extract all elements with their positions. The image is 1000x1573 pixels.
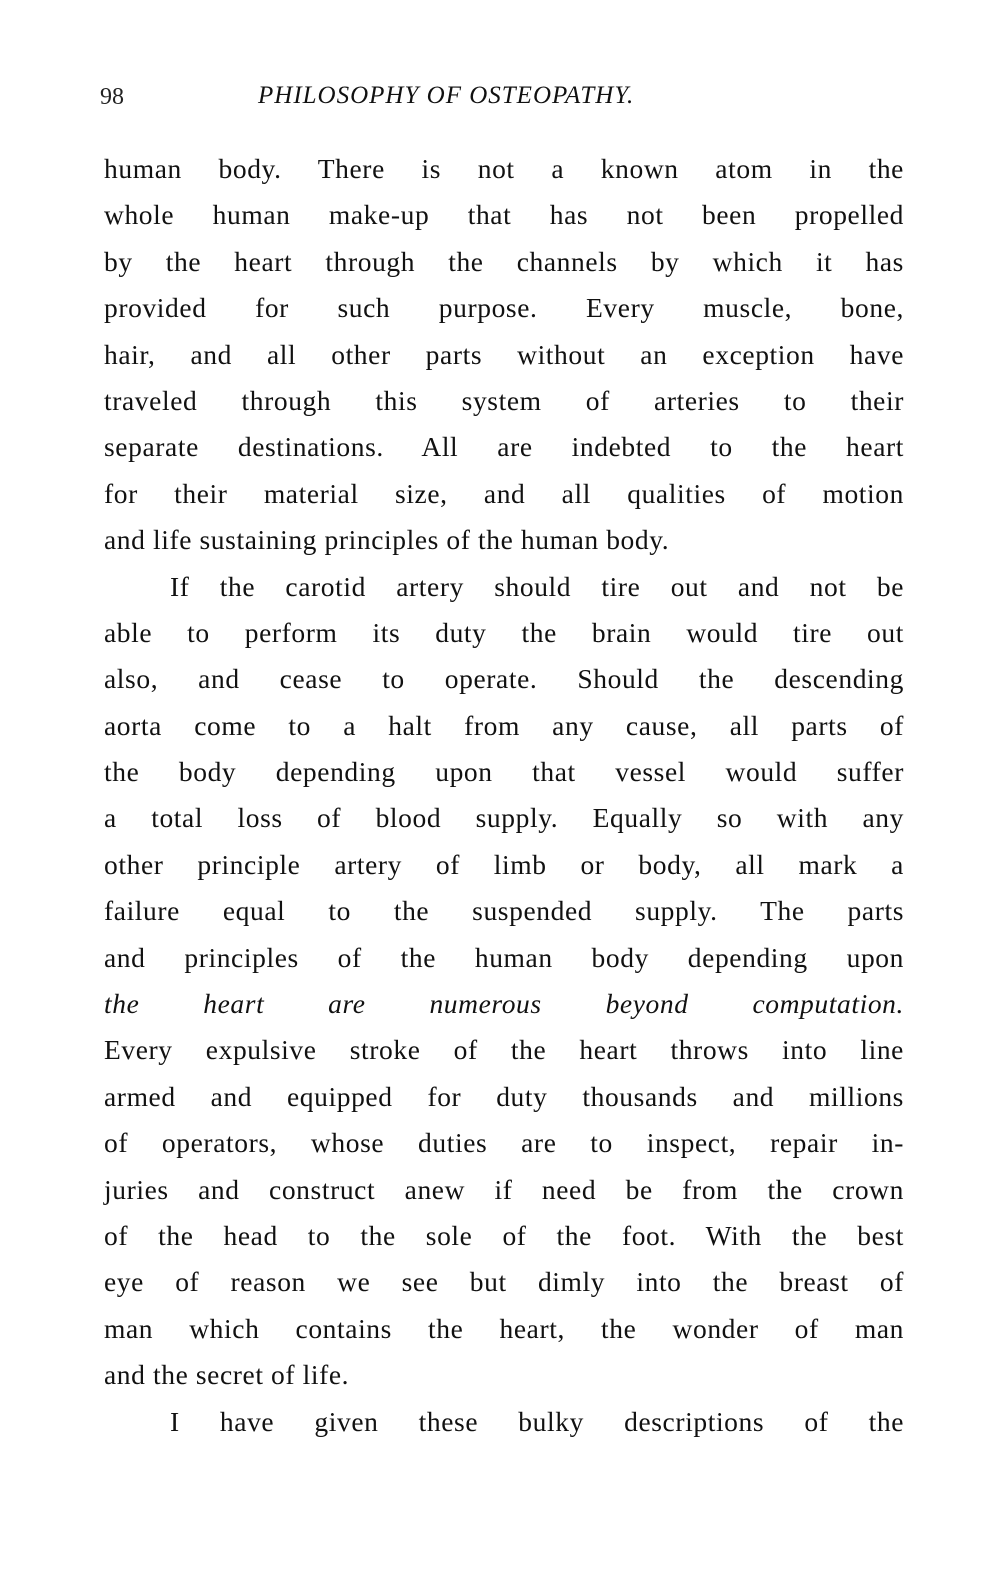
text-line: of operators, whose duties are to inspect, repair in-	[104, 1127, 904, 1159]
text-line: I have given these bulky descriptions of the	[170, 1405, 904, 1437]
text-line: provided for such purpose. Every muscle, bone,	[104, 292, 904, 324]
text-line: armed and equipped for duty thousands and millions	[104, 1080, 904, 1112]
text-line: whole human make-up that has not been propelled	[104, 199, 904, 231]
text-line: man which contains the heart, the wonder of man	[104, 1312, 904, 1344]
text-line: separate destinations. All are indebted to the heart	[104, 431, 904, 463]
text-line: failure equal to the suspended supply. The parts	[104, 895, 904, 927]
text-line: other principle artery of limb or body, all mark a	[104, 848, 904, 880]
text-line: and life sustaining principles of the human body.	[104, 524, 670, 556]
body-text	[104, 146, 904, 1445]
text-line: a total loss of blood supply. Equally so with any	[104, 802, 904, 834]
text-line: human body. There is not a known atom in the	[104, 153, 904, 184]
text-line: juries and construct anew if need be from the crown	[104, 1173, 904, 1205]
paragraph-3	[104, 1399, 904, 1445]
text-line: the body depending upon that vessel would suffer	[104, 756, 904, 788]
text-line: the heart are numerous beyond computation.	[104, 988, 904, 1020]
text-line: by the heart through the channels by which it has	[104, 245, 904, 277]
text-line: for their material size, and all qualities of motion	[104, 477, 904, 509]
text-line: eye of reason we see but dimly into the breast of	[104, 1266, 904, 1298]
text-line: hair, and all other parts without an exception have	[104, 338, 904, 370]
text-line: aorta come to a halt from any cause, all parts of	[104, 709, 904, 741]
paragraph-1	[104, 146, 904, 564]
text-line: Every expulsive stroke of the heart throws into line	[104, 1034, 904, 1066]
text-line: also, and cease to operate. Should the descending	[104, 663, 904, 695]
page-number: 98	[100, 84, 124, 110]
text-line: able to perform its duty the brain would tire out	[104, 616, 904, 648]
text-line: and the secret of life.	[104, 1359, 350, 1391]
paragraph-2	[104, 564, 904, 1399]
page-header	[100, 76, 900, 116]
running-head: PHILOSOPHY OF OSTEOPATHY.	[258, 82, 635, 109]
text-line: If the carotid artery should tire out and not be	[170, 570, 904, 602]
text-line: traveled through this system of arteries to their	[104, 384, 904, 416]
text-line: of the head to the sole of the foot. With the best	[104, 1219, 904, 1251]
text-line: and principles of the human body depending upon	[104, 941, 904, 973]
